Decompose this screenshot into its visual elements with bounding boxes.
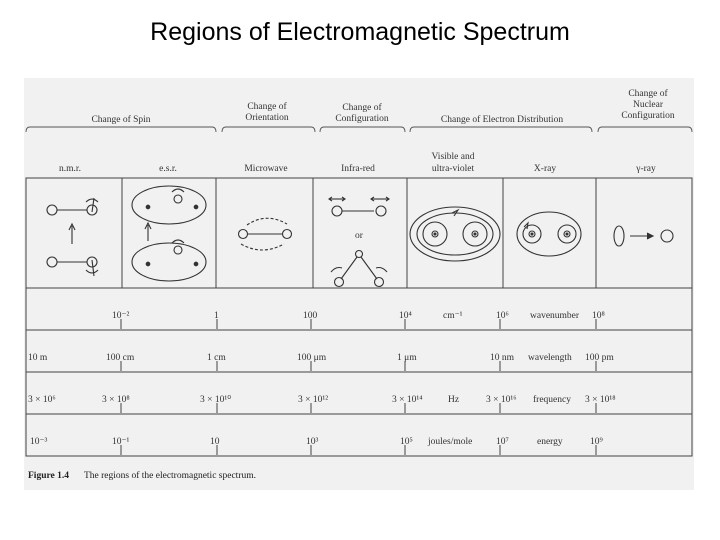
or-label: or [355,231,363,241]
energy-unit: joules/mole [428,437,473,447]
energy-name: energy [537,437,563,447]
header-configuration-line1: Change of [342,103,382,113]
infrared-diagram [329,197,389,287]
wavenumber-value: 1 [214,311,219,321]
label-gamma-ray: γ-ray [636,164,656,174]
wavenumber-value: 10⁸ [592,311,605,321]
wavelength-value: 10 m [28,353,48,363]
energy-value: 10⁷ [496,437,509,447]
nmr-diagram [47,198,98,276]
frequency-value: 3 × 10⁸ [102,395,130,405]
wavelength-value: 10 nm [490,353,515,363]
gamma-ray-diagram [614,226,673,246]
frequency-value: 3 × 10¹⁶ [486,395,517,405]
visible-uv-diagram [410,207,500,261]
wavenumber-value: 100 [303,311,318,321]
header-nuclear-line1: Change of [628,89,668,99]
header-nuclear-line3: Configuration [621,111,675,121]
wavenumber-value: 10⁻² [112,311,130,321]
slide-title: Regions of Electromagnetic Spectrum [150,18,570,46]
label-microwave: Microwave [244,164,288,174]
wavelength-value: 1 μm [397,353,417,363]
label-xray: X-ray [533,164,557,174]
energy-value: 10 [210,437,220,447]
frequency-value: 3 × 10¹⁸ [585,395,616,405]
wavelength-name: wavelength [528,353,572,363]
scale-ticks [121,319,596,455]
label-visible-line1: Visible and [431,152,475,162]
header-orientation-line1: Change of [247,102,287,112]
caption-figure-number: Figure 1.4 [28,471,69,481]
energy-value: 10³ [306,437,319,447]
energy-value: 10⁹ [590,437,603,447]
frequency-value: 3 × 10¹⁴ [392,395,423,405]
wavelength-value: 100 μm [297,353,327,363]
wavelength-value: 100 pm [585,353,614,363]
wavenumber-value: 10⁶ [496,311,509,321]
header-nuclear-line2: Nuclear [632,100,664,110]
label-infrared: Infra-red [341,164,375,174]
wavenumber-unit: cm⁻¹ [443,311,463,321]
energy-value: 10⁻³ [30,437,48,447]
frequency-name: frequency [533,395,571,405]
frequency-value: 3 × 10⁶ [28,395,56,405]
energy-value: 10⁵ [400,437,413,447]
caption-text: The regions of the electromagnetic spectrum. [84,471,256,481]
frequency-unit: Hz [448,395,460,405]
wavelength-value: 1 cm [207,353,226,363]
label-nmr: n.m.r. [59,164,81,174]
header-electron-distribution: Change of Electron Distribution [440,115,564,125]
energy-value: 10⁻¹ [112,437,130,447]
wavenumber-name: wavenumber [530,311,580,321]
header-change-of-spin: Change of Spin [91,115,151,125]
header-configuration-line2: Configuration [335,114,389,124]
wavelength-value: 100 cm [106,353,135,363]
xray-diagram [517,212,581,256]
microwave-diagram [239,218,292,250]
wavenumber-value: 10⁴ [399,311,412,321]
frequency-value: 3 × 10¹² [298,395,329,405]
label-esr: e.s.r. [159,164,177,174]
esr-diagram [132,186,206,281]
frequency-value: 3 × 10¹⁰ [200,395,232,405]
header-brackets [26,127,692,132]
label-visible-line2: ultra-violet [431,164,475,174]
header-orientation-line2: Orientation [245,113,289,123]
